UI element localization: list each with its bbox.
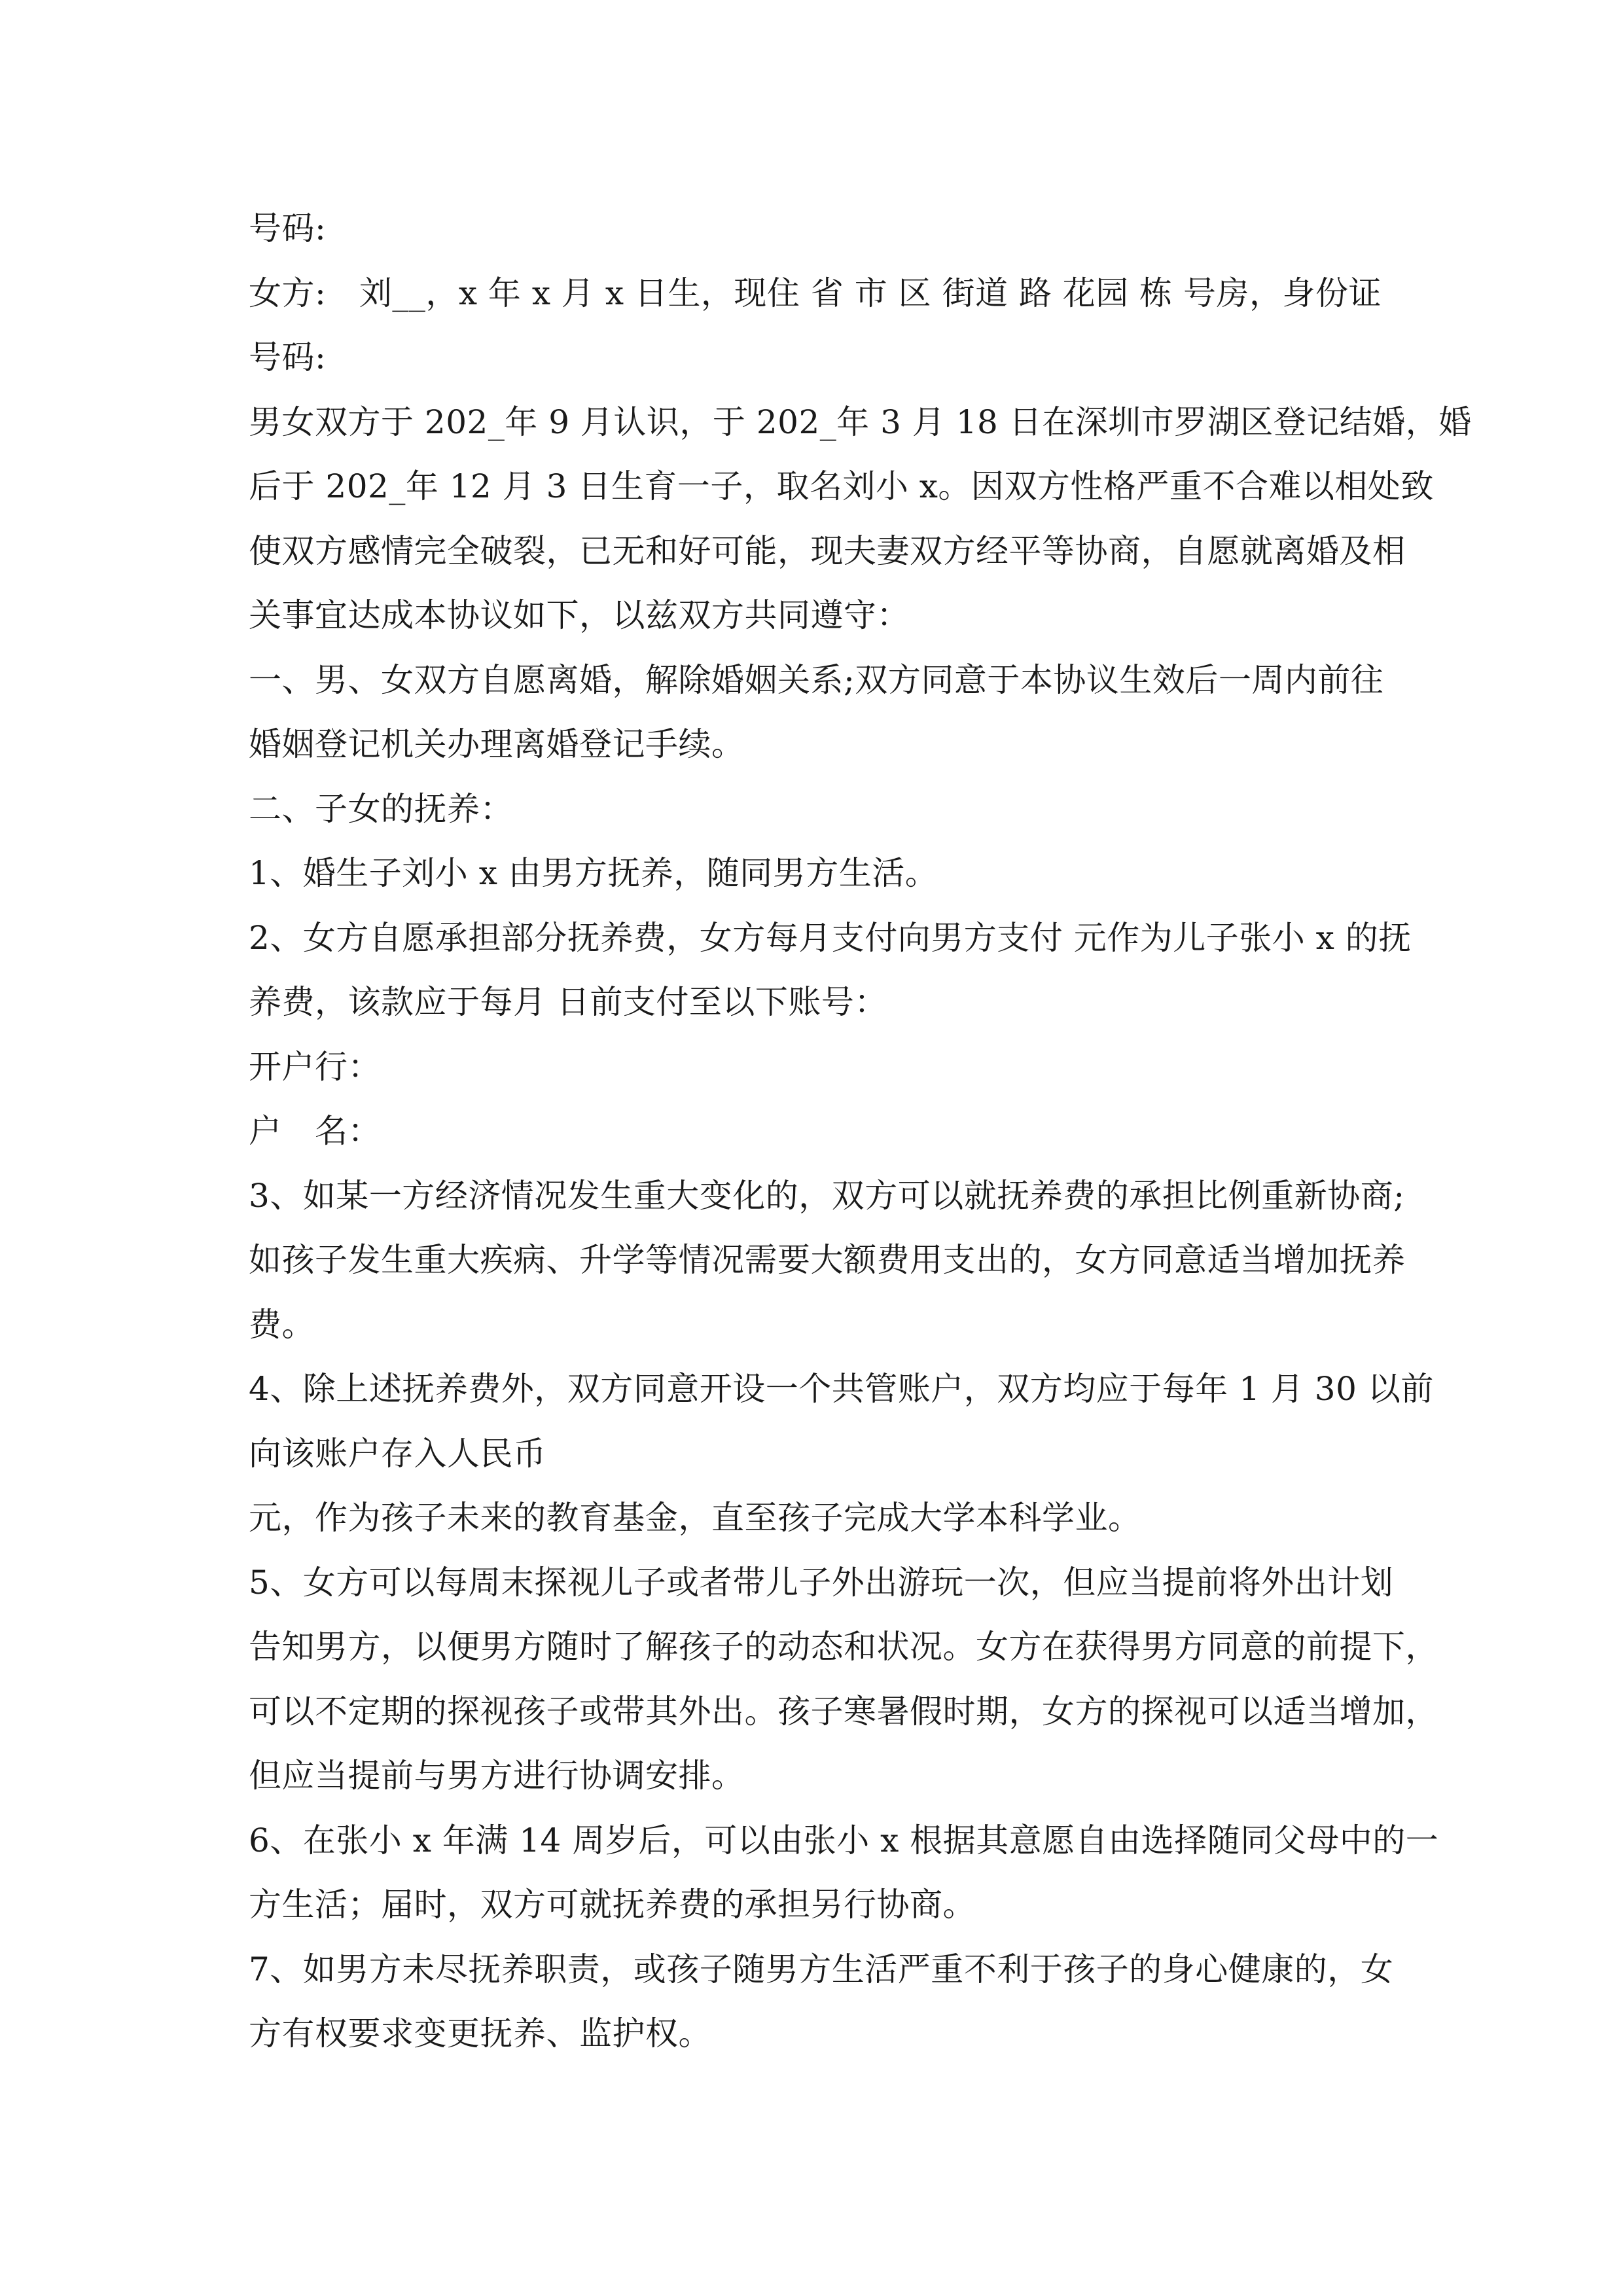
- text-line: 4、除上述抚养费外，双方同意开设一个共管账户，双方均应于每年 1 月 30 以前: [249, 1370, 1434, 1408]
- text-line: 但应当提前与男方进行协调安排。: [249, 1757, 745, 1795]
- bank-field-label: 开户行：: [249, 1047, 381, 1086]
- text-line: 5、女方可以每周末探视儿子或者带儿子外出游玩一次，但应当提前将外出计划: [249, 1563, 1394, 1602]
- text-line: 1、婚生子刘小 x 由男方抚养，随同男方生活。: [249, 854, 938, 892]
- text-line: 费。: [249, 1305, 315, 1344]
- text-line: 养费，该款应于每月 日前支付至以下账号：: [249, 983, 887, 1021]
- text-line: 6、在张小 x 年满 14 周岁后，可以由张小 x 根据其意愿自由选择随同父母中的一: [249, 1821, 1439, 1859]
- text-line: 使双方感情完全破裂，已无和好可能，现夫妻双方经平等协商，自愿就离婚及相: [249, 531, 1406, 570]
- section-heading: 二、子女的抚养：: [249, 789, 513, 828]
- text-line: 关事宜达成本协议如下，以兹双方共同遵守：: [249, 596, 910, 634]
- text-line: 如孩子发生重大疾病、升学等情况需要大额费用支出的，女方同意适当增加抚养: [249, 1241, 1406, 1279]
- text-line: 方生活；届时，双方可就抚养费的承担另行协商。: [249, 1886, 976, 1924]
- text-line: 可以不定期的探视孩子或带其外出。孩子寒暑假时期，女方的探视可以适当增加，: [249, 1692, 1438, 1731]
- text-line: 元，作为孩子未来的教育基金，直至孩子完成大学本科学业。: [249, 1499, 1141, 1537]
- text-line: 3、如某一方经济情况发生重大变化的，双方可以就抚养费的承担比例重新协商;: [249, 1176, 1405, 1215]
- text-line: 2、女方自愿承担部分抚养费，女方每月支付向男方支付 元作为儿子张小 x 的抚: [249, 918, 1412, 957]
- text-line: 婚姻登记机关办理离婚登记手续。: [249, 725, 745, 763]
- text-line: 号码:: [249, 338, 327, 376]
- text-line: 方有权要求变更抚养、监护权。: [249, 2015, 711, 2053]
- text-line: 7、如男方未尽抚养职责，或孩子随男方生活严重不利于孩子的身心健康的，女: [249, 1950, 1394, 1988]
- text-line: 向该账户存入人民币: [249, 1434, 546, 1473]
- text-line: 号码:: [249, 209, 327, 247]
- text-line: 后于 202_年 12 月 3 日生育一子，取名刘小 x。因双方性格严重不合难以相处致: [249, 467, 1434, 505]
- account-name-label: 户 名：: [249, 1112, 381, 1150]
- text-line: 一、男、女双方自愿离婚，解除婚姻关系;双方同意于本协议生效后一周内前往: [249, 660, 1384, 699]
- text-line: 告知男方，以便男方随时了解孩子的动态和状况。女方在获得男方同意的前提下，: [249, 1628, 1438, 1666]
- text-line: 女方: 刘__，x 年 x 月 x 日生，现住 省 市 区 街道 路 花园 栋 号房，身份证: [249, 274, 1382, 312]
- text-line: 男女双方于 202_年 9 月认识，于 202_年 3 月 18 日在深圳市罗湖区登记结婚，婚: [249, 403, 1472, 441]
- agreement-body: [249, 196, 1472, 2066]
